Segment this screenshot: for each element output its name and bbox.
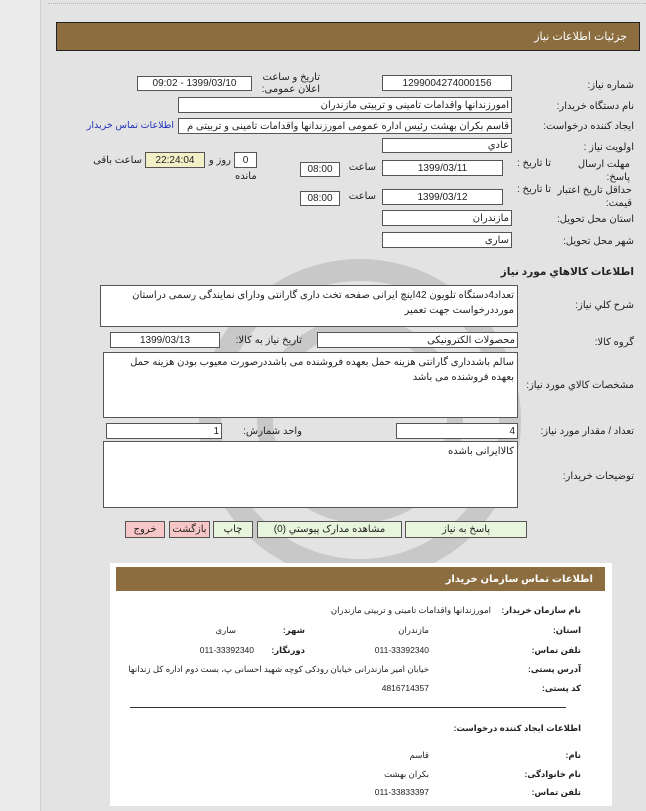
need-number-label: شماره نیاز: <box>587 80 634 91</box>
validity-time-field[interactable]: 08:00 <box>300 191 340 206</box>
countdown-timer: 22:24:04 <box>145 152 205 168</box>
page-header <box>56 22 640 51</box>
remaining-label-2: مانده <box>235 171 257 182</box>
family-label: نام خانوادگی: <box>524 769 581 779</box>
validity-date-field[interactable]: 1399/03/12 <box>382 189 503 205</box>
priority-label: اولویت نیاز : <box>583 142 634 153</box>
need-date-field[interactable]: 1399/03/13 <box>110 332 220 348</box>
validity-time-label: ساعت <box>348 191 376 202</box>
org-label: نام سازمان خریدار: <box>501 605 581 615</box>
deadline-label: مهلت ارسال پاسخ: <box>577 159 630 183</box>
group-label: گروه کالا: <box>594 337 634 348</box>
desc-textarea[interactable]: تعداد4دستگاه تلویون 42اینچ ایرانی صفحه تخت داری گارانتی ودارای نمایندگی رسمی دراستان مورددرخواست جهت تعمیر <box>100 285 518 327</box>
phone-value: 011-33392340 <box>374 645 429 655</box>
priority-field[interactable]: عادي <box>382 138 512 153</box>
contact-city-value: ساری <box>215 625 236 635</box>
deadline-date-field[interactable]: 1399/03/11 <box>382 160 503 176</box>
address-value: خیابان امیر مازندرانی خیابان رودکی کوچه شهید احسانی پ، بست دوم اداره کل زندانها <box>128 664 429 674</box>
reply-button[interactable]: پاسخ به نیاز <box>405 521 527 538</box>
city-field[interactable]: ساری <box>382 232 512 248</box>
group-field[interactable]: محصولات الکترونیکی <box>317 332 518 348</box>
print-button[interactable]: چاپ <box>213 521 253 538</box>
divider <box>130 707 566 708</box>
unit-label: واحد شمارش: <box>243 426 302 437</box>
goods-section-title: اطلاعات کالاهاي مورد نیاز <box>500 266 634 278</box>
contact-city-label: شهر: <box>282 625 305 635</box>
spec-textarea[interactable]: سالم باشدداری گارانتی هزینه حمل بعهده فروشنده می باشددرصورت معیوب بودن هزینه حمل بعهده فروشنده می باشد <box>103 352 518 418</box>
deadline-time-label: ساعت <box>348 162 376 173</box>
creator-info-title: اطلاعات ایجاد کننده درخواست: <box>453 723 581 733</box>
address-label: آدرس پستی: <box>527 664 581 674</box>
postal-label: کد پستی: <box>542 683 581 693</box>
need-date-label: تاریخ نیاز به کالا: <box>235 335 302 346</box>
need-number-field[interactable]: 1299004274000156 <box>382 75 512 91</box>
days-remaining-field: 0 <box>234 152 257 168</box>
buyer-contact-link[interactable]: اطلاعات تماس خریدار <box>86 120 174 131</box>
deadline-to-date-label: تا تاریخ : <box>516 158 551 169</box>
name-label: نام: <box>565 750 581 760</box>
desc-label: شرح کلي نیاز: <box>575 300 634 311</box>
deadline-time-field[interactable]: 08:00 <box>300 162 340 177</box>
notes-textarea[interactable]: کالاایرانی باشده <box>103 441 518 508</box>
spec-label: مشخصات کالاي مورد نیاز: <box>526 380 634 391</box>
creator-phone-value: 011-33833397 <box>374 787 429 797</box>
contact-province-label: استان: <box>552 625 581 635</box>
divider <box>48 3 646 4</box>
days-label: روز و <box>208 155 231 166</box>
contact-title: اطلاعات تماس سازمان خریدار <box>445 573 593 585</box>
creator-phone-label: تلفن تماس: <box>531 787 581 797</box>
qty-label: تعداد / مقدار مورد نیاز: <box>540 426 634 437</box>
validity-to-date-label: تا تاریخ : <box>516 184 551 195</box>
org-value: امورزندانها واقدامات تامینی و تربیتی مازندران <box>330 605 491 615</box>
postal-value: 4816714357 <box>381 683 429 693</box>
contact-province-value: مازندران <box>398 625 429 635</box>
remaining-label: ساعت باقی <box>93 155 142 166</box>
province-label: استان محل تحویل: <box>556 214 634 225</box>
validity-label: حداقل تاریخ اعتبار قیمت: <box>557 185 632 209</box>
notes-label: توضیحات خریدار: <box>562 471 634 482</box>
phone-label: تلفن تماس: <box>531 645 581 655</box>
contact-header <box>116 567 605 591</box>
unit-field[interactable]: 1 <box>106 423 222 439</box>
fax-value: 011-33392340 <box>199 645 254 655</box>
announce-field[interactable]: 1399/03/10 - 09:02 <box>137 76 252 91</box>
announce-label: تاریخ و ساعت اعلان عمومی: <box>261 72 320 95</box>
city-label: شهر محل تحویل: <box>563 236 634 247</box>
exit-button[interactable]: خروج <box>125 521 165 538</box>
left-margin <box>0 0 41 811</box>
creator-field[interactable]: قاسم بکران بهشت رئیس اداره عمومی امورزندانها واقدامات تامینی و تربیتی م <box>178 118 512 134</box>
buyer-field[interactable]: امورزندانها واقدامات تامینی و تربیتی مازندران <box>178 97 512 113</box>
family-value: بکران بهشت <box>384 769 429 779</box>
buyer-label: نام دستگاه خریدار: <box>556 101 634 112</box>
province-field[interactable]: مازندران <box>382 210 512 226</box>
view-attachments-button[interactable]: مشاهده مدارک پیوستي (0) <box>257 521 402 538</box>
page-title: جزئيات اطلاعات نياز <box>534 31 627 43</box>
creator-label: ایجاد کننده درخواست: <box>543 121 634 132</box>
name-value: قاسم <box>409 750 429 760</box>
qty-field[interactable]: 4 <box>396 423 518 439</box>
back-button[interactable]: بازگشت <box>169 521 210 538</box>
fax-label: دورنگار: <box>271 645 305 655</box>
